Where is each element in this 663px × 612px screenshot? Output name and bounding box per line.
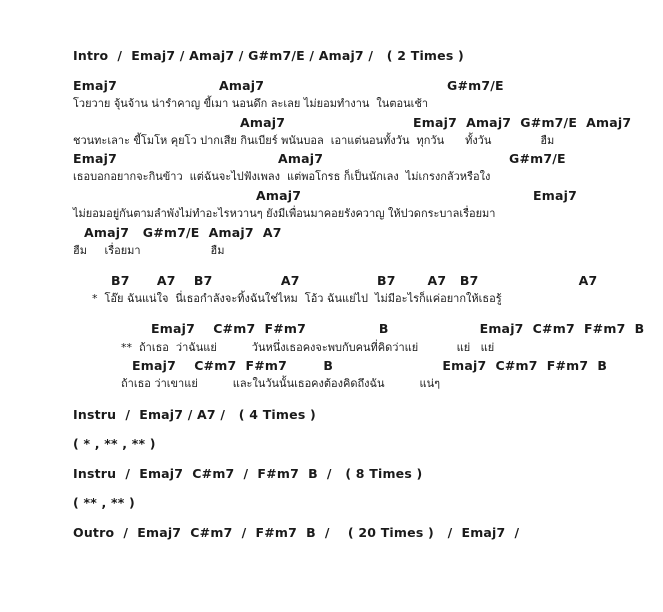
verse-chord: Amaj7 [256,188,302,203]
repeat-line: ( * , ** , ** ) [73,436,156,451]
repeat-line: ( ** , ** ) [73,495,135,510]
verse-chord: G#m7/E [447,78,504,93]
chorus-chords: B7 A7 B7 A7 B7 A7 B7 A7 [111,273,598,288]
verse-chord: G#m7/E [509,151,566,166]
chorus-lyric: * โอ๊ย ฉันแน่ใจ นี่เธอกำลังจะทิ้งฉันใช่ไหม โอ้ว ฉันแย่ไป ไม่มีอะไรก็แค่อยากให้เธอรู้ [92,292,502,305]
verse-chord: Amaj7 [278,151,324,166]
verse-lyric: ฮืม เรื่อยมา ฮืม [73,244,225,257]
instru-line: Instru / Emaj7 / A7 / ( 4 Times ) [73,407,316,422]
verse-lyric: ไม่ยอมอยู่กันตามลำพังไม่ทำอะไรหวานๆ ยังมีเพื่อนมาคอยรังควาญ ให้ปวดกระบาลเรื่อยมา [73,207,496,220]
intro-line: Intro / Emaj7 / Amaj7 / G#m7/E / Amaj7 / ( 2 Times ) [73,48,464,63]
verse-chord: Emaj7 Amaj7 G#m7/E Amaj7 [413,115,632,130]
instru-line: Instru / Emaj7 C#m7 / F#m7 B / ( 8 Times ) [73,466,423,481]
bridge-lyric: ** ถ้าเธอ ว่าฉันแย่ วันหนึ่งเธอคงจะพบกับคนที่คิดว่าแย่ แย่ แย่ [121,341,495,354]
verse-chord: Emaj7 [533,188,577,203]
verse-chord: Emaj7 [73,78,117,93]
verse-chord: Amaj7 G#m7/E Amaj7 A7 [84,225,282,240]
outro-line: Outro / Emaj7 C#m7 / F#m7 B / ( 20 Times ) / Emaj7 / [73,525,520,540]
verse-lyric: โวยวาย จุ้นจ้าน น่ารำคาญ ขี้เมา นอนดึก ละเลย ไม่ยอมทำงาน ในตอนเช้า [73,97,428,110]
verse-chord: Amaj7 [219,78,265,93]
verse-chord: Amaj7 [240,115,286,130]
verse-chord: Emaj7 [73,151,117,166]
bridge-chords: Emaj7 C#m7 F#m7 B Emaj7 C#m7 F#m7 B [132,358,608,373]
verse-lyric: ชวนทะเลาะ ขี้โมโห คุยโว ปากเสีย กินเบียร์ พนันบอล เอาแต่นอนทั้งวัน ทุกวัน ทั้งวัน ฮืม [73,134,555,147]
bridge-chords: Emaj7 C#m7 F#m7 B Emaj7 C#m7 F#m7 B [151,321,645,336]
verse-lyric: เธอบอกอยากจะกินข้าว แต่ฉันจะไปฟังเพลง แต่พอโกรธ ก็เป็นนักเลง ไม่เกรงกลัวหรือใง [73,170,491,183]
bridge-lyric: ถ้าเธอ ว่าเขาแย่ และในวันนั้นเธอคงต้องคิดถึงฉัน แน่ๆ [121,377,441,390]
